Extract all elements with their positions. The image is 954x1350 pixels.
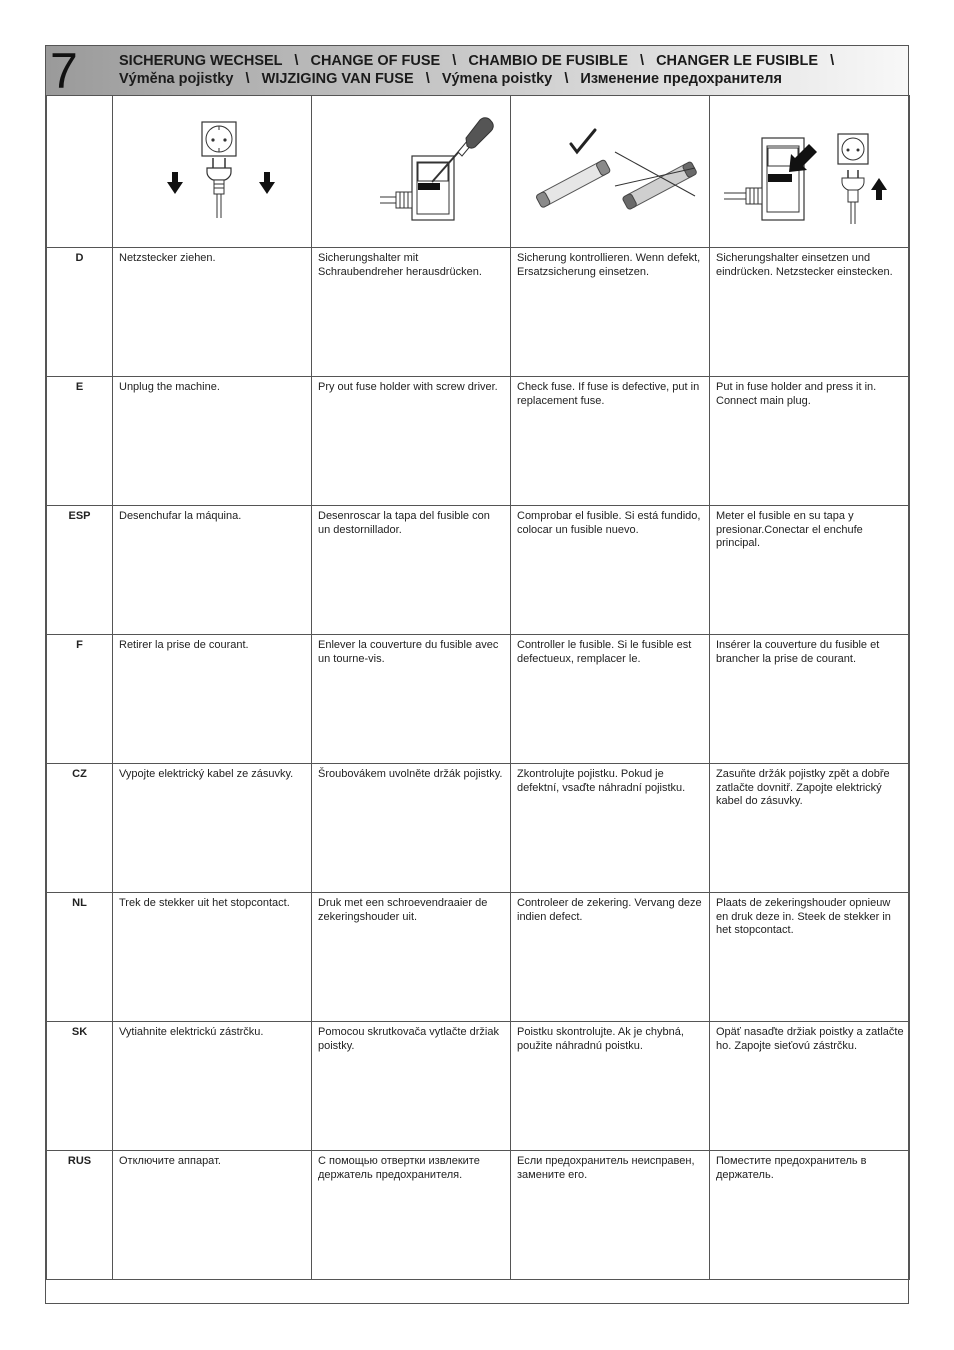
- step-text: Pomocou skrutkovača vytlačte držiak poistky.: [312, 1022, 511, 1151]
- step-text: Opäť nasaďte držiak poistky a zatlačte ho. Zapojte sieťovú zástrčku.: [710, 1022, 910, 1151]
- step-text: Sicherungshalter mit Schraubendreher herausdrücken.: [312, 248, 511, 377]
- instruction-table: [46, 95, 910, 1308]
- step-text: Šroubovákem uvolněte držák pojistky.: [312, 764, 511, 893]
- step-text: Insérer la couverture du fusible et brancher la prise de courant.: [710, 635, 910, 764]
- step-text: Put in fuse holder and press it in. Connect main plug.: [710, 377, 910, 506]
- section-title-line-1: SICHERUNG WECHSEL \ CHANGE OF FUSE \ CHAMBIO DE FUSIBLE \ CHANGER LE FUSIBLE \: [119, 53, 835, 69]
- illustration-step-3: [511, 96, 710, 248]
- step-text: Druk met een schroevendraaier de zekeringshouder uit.: [312, 893, 511, 1022]
- illustration-step-4: [710, 96, 910, 248]
- table-row: [47, 1022, 910, 1151]
- step-text: Zasuňte držák pojistky zpět a dobře zatlačte dovnitř. Zapojte elektrický kabel do zásuvky.: [710, 764, 910, 893]
- language-code: D: [47, 248, 113, 377]
- language-code: E: [47, 377, 113, 506]
- step-text: Vytiahnite elektrickú zástrčku.: [113, 1022, 312, 1151]
- step-text: Poistku skontrolujte. Ak je chybná, použite náhradnú poistku.: [511, 1022, 710, 1151]
- table-row: [47, 893, 910, 1022]
- language-code: ESP: [47, 506, 113, 635]
- step-text: Unplug the machine.: [113, 377, 312, 506]
- step-text: Sicherung kontrollieren. Wenn defekt, Ersatzsicherung einsetzen.: [511, 248, 710, 377]
- table-row: [47, 377, 910, 506]
- illustration-step-2: [312, 96, 511, 248]
- section-title-line-2: Výměna pojistky \ WIJZIGING VAN FUSE \ Výmena poistky \ Изменение предохранителя: [119, 71, 782, 87]
- screwdriver-illustration-icon: [312, 96, 511, 247]
- insert-fuse-illustration-icon: [710, 96, 910, 247]
- illustration-spacer: [47, 96, 113, 248]
- step-text: Zkontrolujte pojistku. Pokud je defektní, vsaďte náhradní pojistku.: [511, 764, 710, 893]
- chapter-number: 7: [50, 43, 78, 99]
- illustration-row: [47, 96, 910, 248]
- section-header: [46, 43, 908, 99]
- table-row: [47, 1151, 910, 1280]
- table-row: [47, 635, 910, 764]
- step-text: Поместите предохранитель в держатель.: [710, 1151, 910, 1280]
- step-text: Comprobar el fusible. Si está fundido, colocar un fusible nuevo.: [511, 506, 710, 635]
- step-text: Check fuse. If fuse is defective, put in replacement fuse.: [511, 377, 710, 506]
- step-text: Plaats de zekeringshouder opnieuw en druk deze in. Steek de stekker in het stopcontact.: [710, 893, 910, 1022]
- step-text: Netzstecker ziehen.: [113, 248, 312, 377]
- unplug-illustration-icon: [113, 96, 312, 247]
- step-text: Trek de stekker uit het stopcontact.: [113, 893, 312, 1022]
- step-text: Controleer de zekering. Vervang deze indien defect.: [511, 893, 710, 1022]
- step-text: Pry out fuse holder with screw driver.: [312, 377, 511, 506]
- illustration-step-1: [113, 96, 312, 248]
- manual-page: [45, 45, 909, 1304]
- step-text: Retirer la prise de courant.: [113, 635, 312, 764]
- step-text: Desenchufar la máquina.: [113, 506, 312, 635]
- step-text: Отключите аппарат.: [113, 1151, 312, 1280]
- footer-blank: [47, 1280, 910, 1309]
- step-text: Если предохранитель неисправен, замените его.: [511, 1151, 710, 1280]
- language-code: CZ: [47, 764, 113, 893]
- step-text: Enlever la couverture du fusible avec un tourne-vis.: [312, 635, 511, 764]
- table-row: [47, 248, 910, 377]
- step-text: Sicherungshalter einsetzen und eindrücken. Netzstecker einstecken.: [710, 248, 910, 377]
- table-row: [47, 764, 910, 893]
- table-row: [47, 506, 910, 635]
- table-footer-row: [47, 1280, 910, 1309]
- language-code: NL: [47, 893, 113, 1022]
- step-text: Meter el fusible en su tapa y presionar.Conectar el enchufe principal.: [710, 506, 910, 635]
- language-code: F: [47, 635, 113, 764]
- step-text: С помощью отвертки извлеките держатель предохранителя.: [312, 1151, 511, 1280]
- language-code: SK: [47, 1022, 113, 1151]
- step-text: Controller le fusible. Si le fusible est defectueux, remplacer le.: [511, 635, 710, 764]
- fuse-check-illustration-icon: [511, 96, 710, 247]
- step-text: Desenroscar la tapa del fusible con un destornillador.: [312, 506, 511, 635]
- language-code: RUS: [47, 1151, 113, 1280]
- step-text: Vypojte elektrický kabel ze zásuvky.: [113, 764, 312, 893]
